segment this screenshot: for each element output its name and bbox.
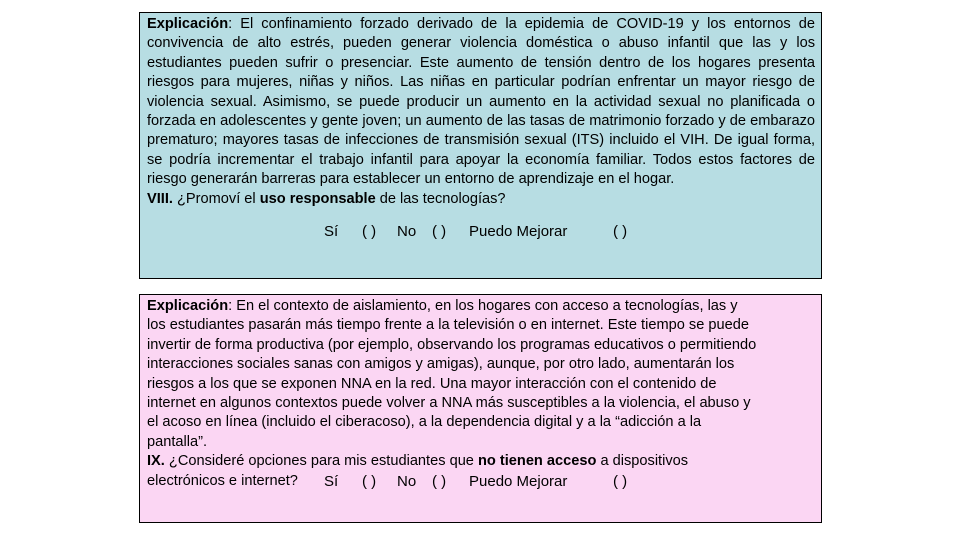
question-emphasis: no tienen acceso xyxy=(477,453,597,470)
option-yes-checkbox[interactable]: ( ) xyxy=(362,473,377,491)
explanation-line: invertir de forma productiva (por ejemplo, observando los programas educativos o permitiendo xyxy=(147,336,757,353)
question-text-end: de las tecnologías? xyxy=(375,190,506,207)
question-ix xyxy=(147,452,815,471)
option-yes-label: Sí xyxy=(324,473,339,491)
question-number: VIII. xyxy=(147,190,173,207)
question-viii xyxy=(147,190,815,209)
explanation-text: : El confinamiento forzado derivado de la epidemia de COVID-19 y los entornos de convivencia de alto estrés, pueden generar violencia doméstica o abuso infantil que las y los estudiantes pueden sufrir o presenciar. Este aumento de tensión dentro de los hogares presenta riesgos para mujeres, niñas y niños. Las niñas en particular podrían enfrentar un mayor riesgo de violencia sexual. Asimismo, se puede producir un aumento en la actividad sexual no planificada o forzada en adolescentes y gente joven; un aumento de las tasas de matrimonio forzado y de embarazo prematuro; mayores tasas de infecciones de transmisión sexual (ITS) incluido el VIH. De igual forma, se podría incrementar el trabajo infantil para apoyar la economía familiar. Todos estos factores de riesgo generarán barreras para establecer un entorno de aprendizaje en el hogar. xyxy=(147,16,815,188)
option-no-label: No xyxy=(397,223,417,241)
question-ix-line2: electrónicos e internet? xyxy=(147,472,298,489)
question-text: ¿Consideré opciones para mis estudiantes que xyxy=(164,453,478,470)
explanation-line: el acoso en línea (incluido el ciberacoso), a la dependencia digital y a la “adicción a la xyxy=(147,414,702,431)
explanation-line: los estudiantes pasarán más tiempo frente a la televisión o en internet. Este tiempo se puede xyxy=(147,317,749,334)
answer-options-ix xyxy=(147,472,815,494)
explanation-line: interacciones sociales sanas con amigos y amigas), aunque, por otro lado, aumentarán los xyxy=(147,356,735,373)
explanation-paragraph xyxy=(147,15,815,190)
explanation-line: internet en algunos contextos puede volver a NNA más susceptibles a la violencia, el abuso y xyxy=(147,395,751,412)
option-improve-label: Puedo Mejorar xyxy=(469,223,568,241)
option-yes-label: Sí xyxy=(324,223,339,241)
explanation-label: Explicación xyxy=(147,16,229,32)
explanation-box-ix xyxy=(139,294,822,523)
option-improve-label: Puedo Mejorar xyxy=(469,473,568,491)
explanation-line: riesgos a los que se exponen NNA en la red. Una mayor interacción con el contenido de xyxy=(147,375,717,392)
option-no-checkbox[interactable]: ( ) xyxy=(432,223,447,241)
explanation-line xyxy=(147,297,815,316)
option-improve-checkbox[interactable]: ( ) xyxy=(613,473,628,491)
explanation-label: Explicación xyxy=(147,298,229,314)
option-improve-checkbox[interactable]: ( ) xyxy=(613,223,628,241)
option-yes-checkbox[interactable]: ( ) xyxy=(362,223,377,241)
question-number: IX. xyxy=(147,453,165,470)
question-emphasis: uso responsable xyxy=(259,190,376,207)
explanation-box-viii xyxy=(139,12,822,279)
question-text-end: a dispositivos xyxy=(596,453,689,470)
question-text: ¿Promoví el xyxy=(172,190,260,207)
explanation-paragraph xyxy=(147,297,815,452)
option-no-checkbox[interactable]: ( ) xyxy=(432,473,447,491)
option-no-label: No xyxy=(397,473,417,491)
explanation-line: pantalla”. xyxy=(147,433,208,450)
explanation-text: : En el contexto de aislamiento, en los hogares con acceso a tecnologías, las y xyxy=(228,298,738,314)
answer-options-viii xyxy=(147,222,815,244)
